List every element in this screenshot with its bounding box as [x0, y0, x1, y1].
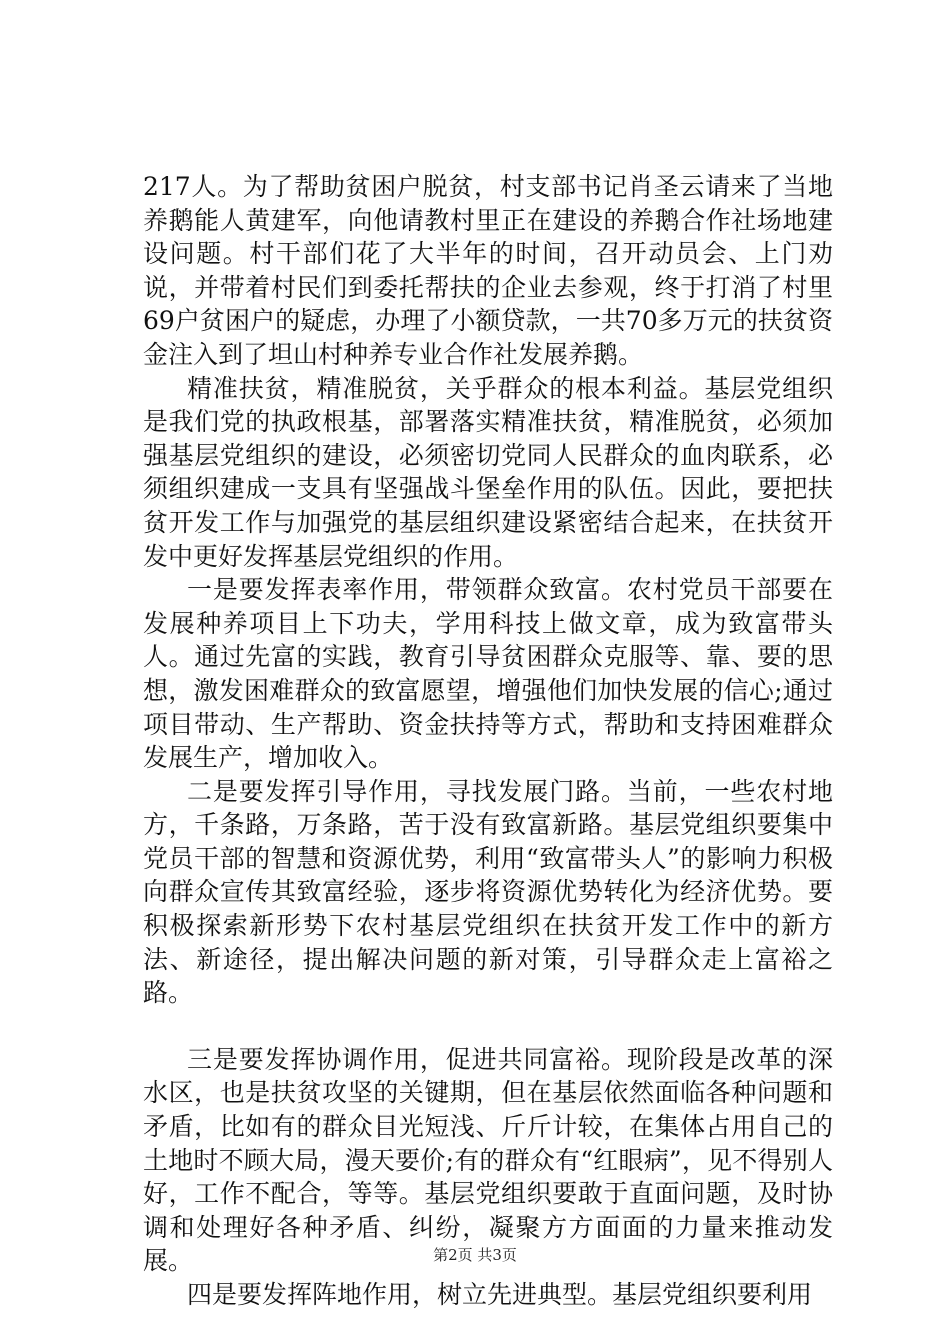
document-body — [143, 170, 833, 1312]
paragraph-4: 二是要发挥引导作用，寻找发展门路。当前，一些农村地方，千条路，万条路，苦于没有致富新路。基层党组织要集中党员干部的智慧和资源优势，利用“致富带头人”的影响力积极向群众宣传其致富经验，逐步将资源优势转化为经济优势。要积极探索新形势下农村基层党组织在扶贫开发工作中的新方法、新途径，提出解决问题的新对策，引导群众走上富裕之路。 — [143, 776, 833, 1008]
paragraph-5: 三是要发挥协调作用，促进共同富裕。现阶段是改革的深水区，也是扶贫攻坚的关键期，但在基层依然面临各种问题和矛盾，比如有的群众目光短浅、斤斤计较，在集体占用自己的土地时不顾大局，漫天要价;有的群众有“红眼病”，见不得别人好，工作不配合，等等。基层党组织要敢于直面问题，及时协调和处理好各种矛盾、纠纷，凝聚方方面面的力量来推动发展。 — [143, 1044, 833, 1276]
paragraph-6: 四是要发挥阵地作用，树立先进典型。基层党组织要利用 — [187, 1280, 813, 1309]
paragraph-3: 一是要发挥表率作用，带领群众致富。农村党员干部要在发展种养项目上下功夫，学用科技上做文章，成为致富带头人。通过先富的实践，教育引导贫困群众克服等、靠、要的思想，激发困难群众的致富愿望，增强他们加快发展的信心;通过项目带动、生产帮助、资金扶持等方式，帮助和支持困难群众发展生产，增加收入。 — [143, 575, 833, 773]
paragraph-1: 217人。为了帮助贫困户脱贫，村支部书记肖圣云请来了当地养鹅能人黄建军，向他请教村里正在建设的养鹅合作社场地建设问题。村干部们花了大半年的时间，召开动员会、上门劝说，并带着村民们到委托帮扶的企业去参观，终于打消了村里69户贫困户的疑虑，办理了小额贷款，一共70多万元的扶贫资金注入到了坦山村种养专业合作社发展养鹅。 — [143, 172, 833, 369]
page-number-footer: 第2页 共3页 — [433, 1246, 517, 1264]
paragraph-2: 精准扶贫，精准脱贫，关乎群众的根本利益。基层党组织是我们党的执政根基，部署落实精准扶贫，精准脱贫，必须加强基层党组织的建设，必须密切党同人民群众的血肉联系，必须组织建成一支具有坚强战斗堡垒作用的队伍。因此，要把扶贫开发工作与加强党的基层组织建设紧密结合起来，在扶贫开发中更好发挥基层党组织的作用。 — [143, 373, 833, 571]
